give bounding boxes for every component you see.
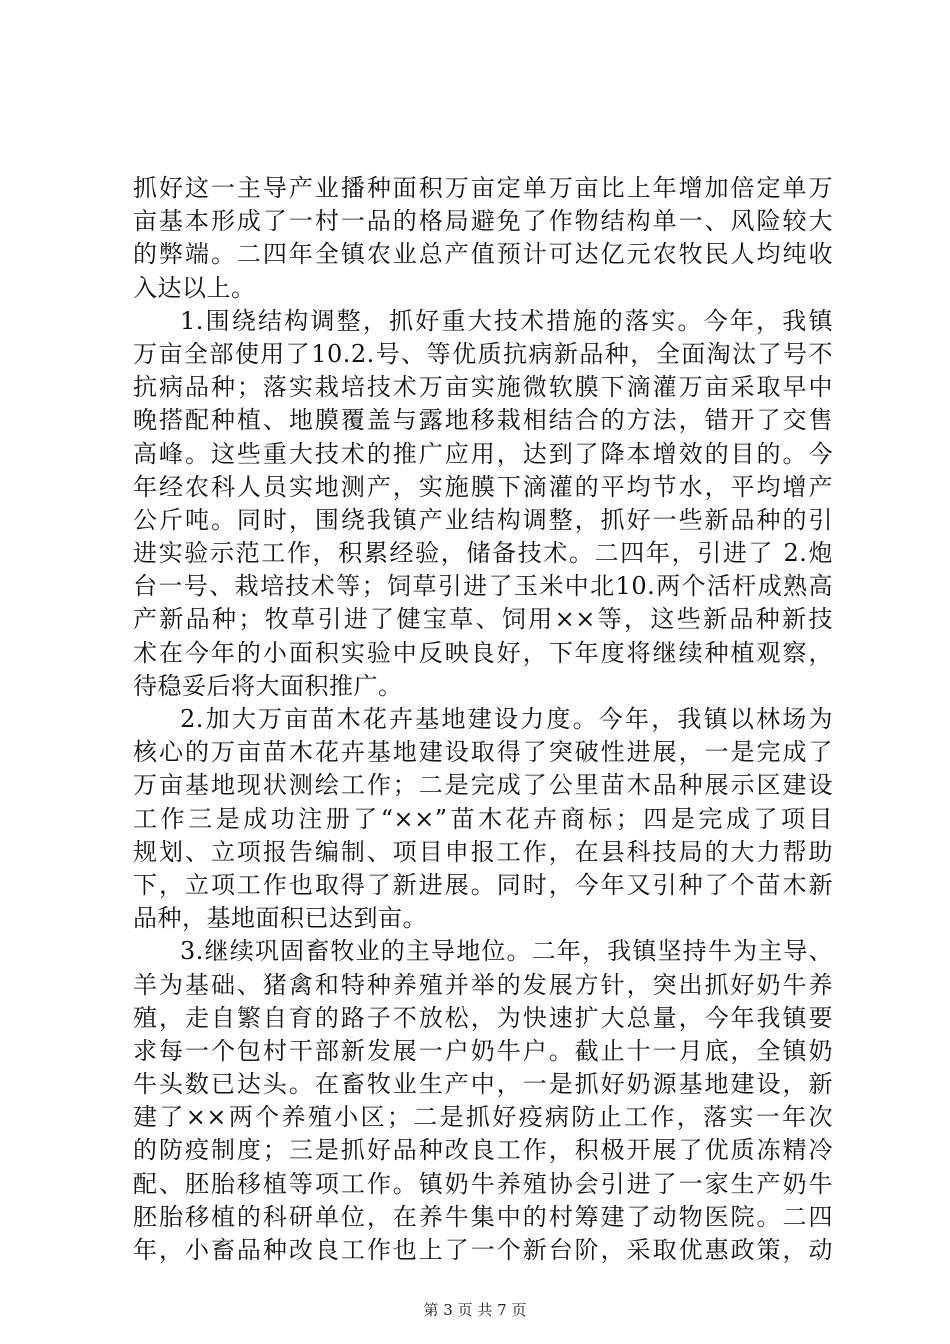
text-line: 台一号、栽培技术等；饲草引进了玉米中北10.两个活杆成熟高 xyxy=(133,572,833,601)
body-text xyxy=(133,172,833,1267)
text-line: 品种，基地面积已达到亩。 xyxy=(133,904,427,933)
text-line: 年经农科人员实地测产，实施膜下滴灌的平均节水，平均增产 xyxy=(133,472,833,501)
text-line: 进实验示范工作，积累经验，储备技术。二四年，引进了 2.炮 xyxy=(133,539,833,568)
text-line: 规划、立项报告编制、项目申报工作，在县科技局的大力帮助 xyxy=(133,837,833,866)
text-line: 晚搭配种植、地膜覆盖与露地移栽相结合的方法，错开了交售 xyxy=(133,406,833,435)
text-line: 建了××两个养殖小区；二是抓好疫病防止工作，落实一年次 xyxy=(133,1103,833,1132)
text-line: 抓好这一主导产业播种面积万亩定单万亩比上年增加倍定单万 xyxy=(133,174,833,202)
text-line: 下，立项工作也取得了新进展。同时，今年又引种了个苗木新 xyxy=(133,870,833,899)
text-line: 万亩基地现状测绘工作；二是完成了公里苗木品种展示区建设 xyxy=(133,771,833,800)
text-line: 胚胎移植的科研单位，在养牛集中的村筹建了动物医院。二四 xyxy=(133,1202,833,1231)
text-line: 的弊端。二四年全镇农业总产值预计可达亿元农牧民人均纯收 xyxy=(133,240,833,269)
text-line: 术在今年的小面积实验中反映良好，下年度将继续种植观察， xyxy=(133,638,833,667)
text-line: 产新品种；牧草引进了健宝草、饲用××等，这些新品种新技 xyxy=(133,605,833,634)
text-line: 公斤吨。同时，围绕我镇产业结构调整，抓好一些新品种的引 xyxy=(133,505,833,534)
text-line: 抗病品种；落实栽培技术万亩实施微软膜下滴灌万亩采取早中 xyxy=(133,373,833,402)
text-line: 高峰。这些重大技术的推广应用，达到了降本增效的目的。今 xyxy=(133,439,833,468)
text-line: 配、胚胎移植等项工作。镇奶牛养殖协会引进了一家生产奶牛 xyxy=(133,1169,833,1198)
text-line: 待稳妥后将大面积推广。 xyxy=(133,671,403,700)
text-line: 万亩全部使用了10.2.号、等优质抗病新品种，全面淘汰了号不 xyxy=(133,339,833,368)
paragraph-start-line: 3.继续巩固畜牧业的主导地位。二年，我镇坚持牛为主导、 xyxy=(180,937,833,966)
text-line: 工作三是成功注册了“××”苗木花卉商标；四是完成了项目 xyxy=(133,804,833,833)
text-line: 求每一个包村干部新发展一户奶牛户。截止十一月底，全镇奶 xyxy=(133,1036,833,1065)
text-line: 年，小畜品种改良工作也上了一个新台阶，采取优惠政策，动 xyxy=(133,1236,833,1264)
text-line: 的防疫制度；三是抓好品种改良工作，积极开展了优质冻精冷 xyxy=(133,1136,833,1165)
text-line: 核心的万亩苗木花卉基地建设取得了突破性进展，一是完成了 xyxy=(133,738,833,767)
paragraph-start-line: 1.围绕结构调整，抓好重大技术措施的落实。今年，我镇 xyxy=(180,306,833,335)
page-number-footer: 第 3 页 共 7 页 xyxy=(423,1301,527,1319)
text-line: 牛头数已达头。在畜牧业生产中，一是抓好奶源基地建设，新 xyxy=(133,1070,833,1099)
text-line: 殖，走自繁自育的路子不放松，为快速扩大总量，今年我镇要 xyxy=(133,1003,833,1032)
text-line: 入达以上。 xyxy=(133,273,256,302)
text-line: 亩基本形成了一村一品的格局避免了作物结构单一、风险较大 xyxy=(133,207,833,236)
paragraph-start-line: 2.加大万亩苗木花卉基地建设力度。今年，我镇以林场为 xyxy=(180,705,833,733)
text-line: 羊为基础、猪禽和特种养殖并举的发展方针，突出抓好奶牛养 xyxy=(133,970,833,999)
